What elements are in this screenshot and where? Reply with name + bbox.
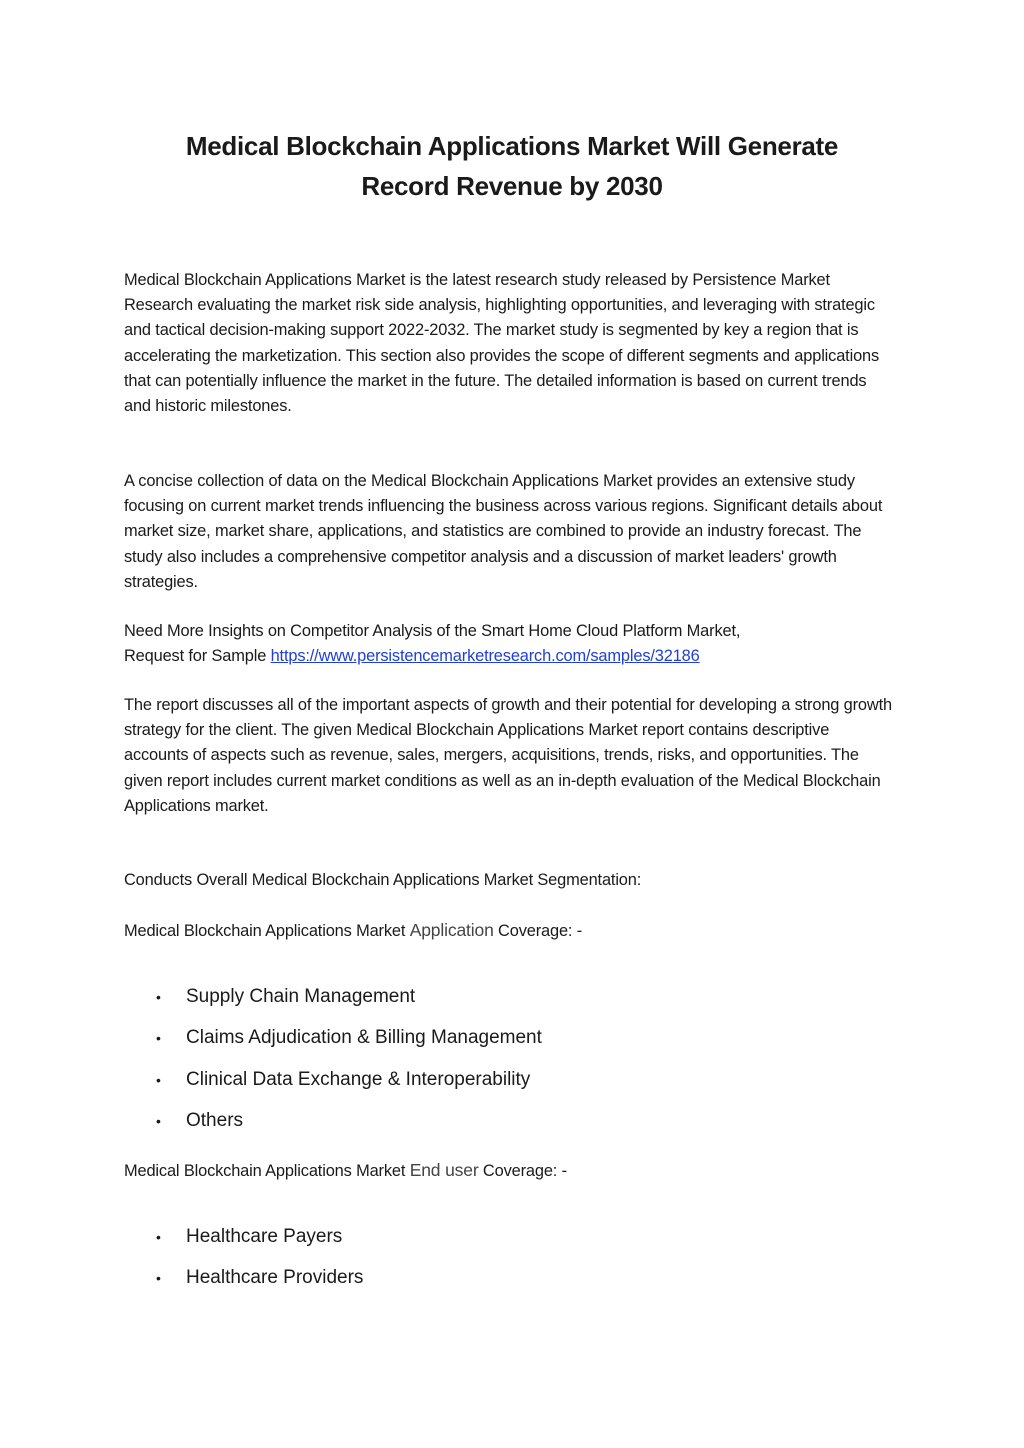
list-item-label: Clinical Data Exchange & Interoperability [186, 1068, 531, 1090]
application-list [124, 985, 896, 1150]
bullet-icon: • [156, 989, 161, 1005]
overview-paragraph: A concise collection of data on the Medical Blockchain Applications Market provides an extensive study focusing on current market trends influencing the business across various regions. Significant details about market size, market share, applications, and statistics are combined to provide an industry forecast. The study also includes a comprehensive competitor analysis and a discussion of market leaders' growth strategies. [124, 472, 883, 591]
list-item-label: Supply Chain Management [186, 986, 416, 1007]
end-user-coverage-accent: End user [409, 1160, 479, 1180]
list-item [124, 985, 896, 1026]
title-line-1: Medical Blockchain Applications Market Will Generate [185, 131, 839, 161]
page-title [124, 126, 900, 206]
title-line-2: Record Revenue by 2030 [361, 171, 663, 201]
list-item [124, 1026, 896, 1067]
list-item [124, 1109, 896, 1150]
bullet-icon: • [156, 1030, 161, 1047]
application-coverage-heading [124, 918, 896, 944]
sample-request-prefix: Request for Sample [124, 647, 271, 666]
list-item-label: Healthcare Payers [186, 1226, 343, 1247]
sample-request-text: Need More Insights on Competitor Analysis of the Smart Home Cloud Platform Market, [124, 622, 741, 640]
list-item [124, 1068, 896, 1109]
end-user-list [124, 1225, 896, 1308]
list-item-label: Others [186, 1109, 244, 1131]
bullet-icon: • [156, 1071, 161, 1088]
end-user-coverage-prefix: Medical Blockchain Applications Market [124, 1162, 410, 1180]
bullet-icon: • [156, 1112, 161, 1129]
list-item [124, 1266, 896, 1307]
intro-paragraph: Medical Blockchain Applications Market is the latest research study released by Persistence Market Research evaluating the market risk side analysis, highlighting opportunities, and leveraging with strategic and tactical decision-making support 2022-2032. The market study is segmented by key a region that is accelerating the marketization. This section also provides the scope of different segments and applications that can potentially influence the market in the future. The detailed information is based on current trends and historic milestones. [124, 271, 880, 416]
application-coverage-prefix: Medical Blockchain Applications Market [124, 922, 410, 940]
application-coverage-suffix: Coverage: - [493, 922, 583, 940]
report-paragraph: The report discusses all of the important aspects of growth and their potential for developing a strong growth strategy for the client. The given Medical Blockchain Applications Market report contains descriptive accounts of aspects such as revenue, sales, mergers, acquisitions, trends, risks, and opportunities. The given report includes current market conditions as well as an in-depth evaluation of the Medical Blockchain Applications market. [124, 696, 892, 815]
application-coverage-accent: Application [409, 920, 494, 940]
sample-request-paragraph [124, 619, 896, 669]
list-item-label: Healthcare Providers [186, 1267, 364, 1289]
sample-request-link[interactable]: https://www.persistencemarketresearch.com/samples/32186 [270, 647, 700, 666]
list-item [124, 1225, 896, 1266]
end-user-coverage-heading [124, 1158, 896, 1184]
end-user-coverage-suffix: Coverage: - [478, 1162, 567, 1180]
bullet-icon: • [156, 1229, 161, 1245]
segmentation-heading: Conducts Overall Medical Blockchain Applications Market Segmentation: [124, 871, 642, 889]
list-item-label: Claims Adjudication & Billing Management [186, 1027, 542, 1049]
bullet-icon: • [156, 1270, 161, 1287]
